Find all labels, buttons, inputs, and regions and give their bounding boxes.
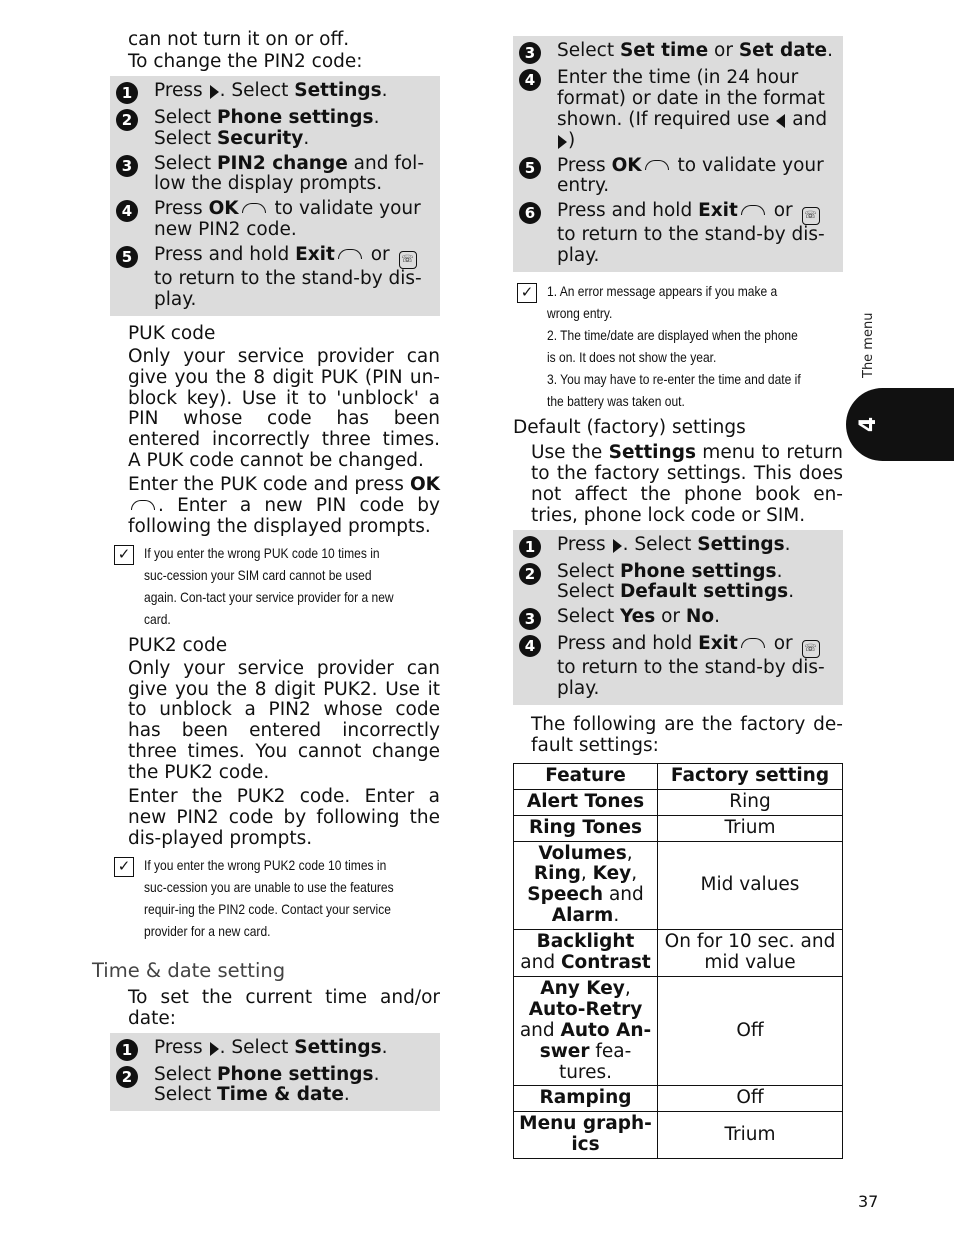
table-row — [514, 1086, 843, 1112]
pin2-steps — [110, 76, 440, 316]
step-number: 3 — [116, 155, 138, 177]
step: 5 Press and hold Exit or ☏ to return to the stand-by dis-play. — [116, 245, 432, 311]
column-header: Factory setting — [658, 763, 843, 789]
note-text: 1. An error message appears if you make a wrong entry. 2. The time/date are displayed when the phone is on. It does not show the year. 3. You may have to re-enter the time and date if the battery was taken out. — [547, 283, 801, 410]
step-number: 2 — [519, 563, 541, 585]
table-row — [514, 841, 843, 930]
step-number: 1 — [519, 536, 541, 558]
feature-cell: Alert Tones — [514, 789, 658, 815]
feature-cell: Backlight and Contrast — [514, 930, 658, 977]
table-row — [514, 1112, 843, 1159]
softkey-icon — [741, 205, 765, 215]
table-row — [514, 789, 843, 815]
step: 3 Select Yes or No. — [519, 607, 835, 630]
end-key-icon: ☏ — [802, 640, 820, 658]
puk-note — [114, 542, 440, 630]
step-number: 3 — [519, 42, 541, 64]
right-arrow-icon — [558, 135, 567, 149]
value-cell: Off — [658, 1086, 843, 1112]
value-cell: Trium — [658, 1112, 843, 1159]
time-notes — [517, 280, 843, 412]
chapter-tab — [846, 388, 954, 461]
left-column — [92, 29, 440, 1119]
step: 1 Press . Select Settings. — [519, 535, 835, 558]
step-number: 3 — [519, 608, 541, 630]
step: 1 Press . Select Settings. — [116, 1038, 432, 1061]
step-number: 2 — [116, 109, 138, 131]
step-number: 4 — [116, 200, 138, 222]
value-cell: Off — [658, 976, 843, 1085]
table-row — [514, 815, 843, 841]
factory-settings-table — [513, 763, 843, 1159]
right-column — [513, 36, 843, 1159]
value-cell: Ring — [658, 789, 843, 815]
table-row — [514, 976, 843, 1085]
step: 4 Press OK to validate your new PIN2 code. — [116, 199, 432, 241]
step-number: 1 — [116, 82, 138, 104]
chapter-number: 4 — [856, 416, 882, 433]
puk-heading: PUK code — [128, 322, 216, 344]
softkey-icon — [645, 160, 669, 170]
right-arrow-icon — [210, 1042, 219, 1056]
default-paragraph: Use the Settings menu to return to the factory settings. This does not affect the phone book en-tries, phone lock code or SIM. — [531, 442, 843, 526]
step: 4 Enter the time (in 24 hour format) or date in the format shown. (If required use and ) — [519, 68, 835, 152]
puk-paragraph-2: Enter the PUK code and press OK. Enter a new PIN code by following the displayed prompts. — [128, 474, 440, 537]
following-text: The following are the factory de-fault settings: — [531, 714, 843, 757]
step: 2 Select Phone settings. Select Default settings. — [519, 562, 835, 604]
time-steps-right — [513, 36, 843, 272]
puk2-paragraph-2: Enter the PUK2 code. Enter a new PIN2 code by following the dis-played prompts. — [128, 786, 440, 849]
time-intro: To set the current time and/or date: — [128, 986, 440, 1029]
page-number: 37 — [858, 1192, 879, 1211]
right-arrow-icon — [210, 85, 219, 99]
value-cell: On for 10 sec. and mid value — [658, 930, 843, 977]
checkmark-note-icon: ✓ — [114, 545, 134, 565]
puk-paragraph: Only your service provider can give you the 8 digit PUK (PIN un-block key). Use it to 'unblock' a PIN whose code has been entered incorrectly three times. A PUK code cannot be changed. — [128, 345, 440, 472]
end-key-icon: ☏ — [399, 251, 417, 269]
left-arrow-icon — [776, 114, 785, 128]
time-steps-left — [110, 1033, 440, 1112]
right-arrow-icon — [613, 539, 622, 553]
step-number: 2 — [116, 1066, 138, 1088]
feature-cell: Menu graph-ics — [514, 1112, 658, 1159]
table-header-row — [514, 763, 843, 789]
default-heading: Default (factory) settings — [513, 417, 746, 439]
value-cell: Trium — [658, 815, 843, 841]
step: 2 Select Phone settings. Select Security. — [116, 108, 432, 150]
value-cell: Mid values — [658, 841, 843, 930]
softkey-icon — [741, 638, 765, 648]
table-row — [514, 930, 843, 977]
intro-line-1: can not turn it on or off. — [128, 29, 350, 50]
step: 2 Select Phone settings. Select Time & date. — [116, 1065, 432, 1107]
puk2-note — [114, 854, 440, 942]
feature-cell: Ring Tones — [514, 815, 658, 841]
step-number: 5 — [519, 157, 541, 179]
step-number: 1 — [116, 1039, 138, 1061]
step: 1 Press . Select Settings. — [116, 81, 432, 104]
step: 5 Press OK to validate your entry. — [519, 156, 835, 198]
end-key-icon: ☏ — [802, 207, 820, 225]
step-number: 6 — [519, 202, 541, 224]
step: 6 Press and hold Exit or ☏ to return to the stand-by dis-play. — [519, 201, 835, 267]
feature-cell: Any Key, Auto-Retry and Auto An-swer fea-tures. — [514, 976, 658, 1085]
step-number: 4 — [519, 635, 541, 657]
default-steps — [513, 530, 843, 706]
step-number: 5 — [116, 246, 138, 268]
note-text: If you enter the wrong PUK code 10 times in suc-cession your SIM card cannot be used again. Con-tact your service provider for a new card. — [144, 544, 394, 627]
checkmark-note-icon: ✓ — [114, 857, 134, 877]
side-label: The menu — [861, 312, 876, 378]
step: 4 Press and hold Exit or ☏ to return to the stand-by dis-play. — [519, 634, 835, 700]
section-title: Time & date setting — [92, 958, 286, 982]
step: 3 Select Set time or Set date. — [519, 41, 835, 64]
feature-cell: Volumes, Ring, Key, Speech and Alarm. — [514, 841, 658, 930]
puk2-heading: PUK2 code — [128, 634, 228, 656]
puk2-paragraph: Only your service provider can give you the 8 digit PUK2. Use it to unblock a PIN2 whose code has been entered incorrectly three times. You cannot change the PUK2 code. — [128, 657, 440, 784]
column-header: Feature — [514, 763, 658, 789]
softkey-icon — [338, 249, 362, 259]
step-number: 4 — [519, 69, 541, 91]
softkey-icon — [131, 500, 155, 510]
intro-line-2: To change the PIN2 code: — [128, 50, 363, 72]
note-text: If you enter the wrong PUK2 code 10 times in suc-cession you are unable to use the features requir-ing the PIN2 code. Contact your service provider for a new card. — [144, 856, 394, 939]
checkmark-note-icon: ✓ — [517, 283, 537, 303]
step: 3 Select PIN2 change and fol-low the display prompts. — [116, 154, 432, 196]
feature-cell: Ramping — [514, 1086, 658, 1112]
softkey-icon — [242, 203, 266, 213]
